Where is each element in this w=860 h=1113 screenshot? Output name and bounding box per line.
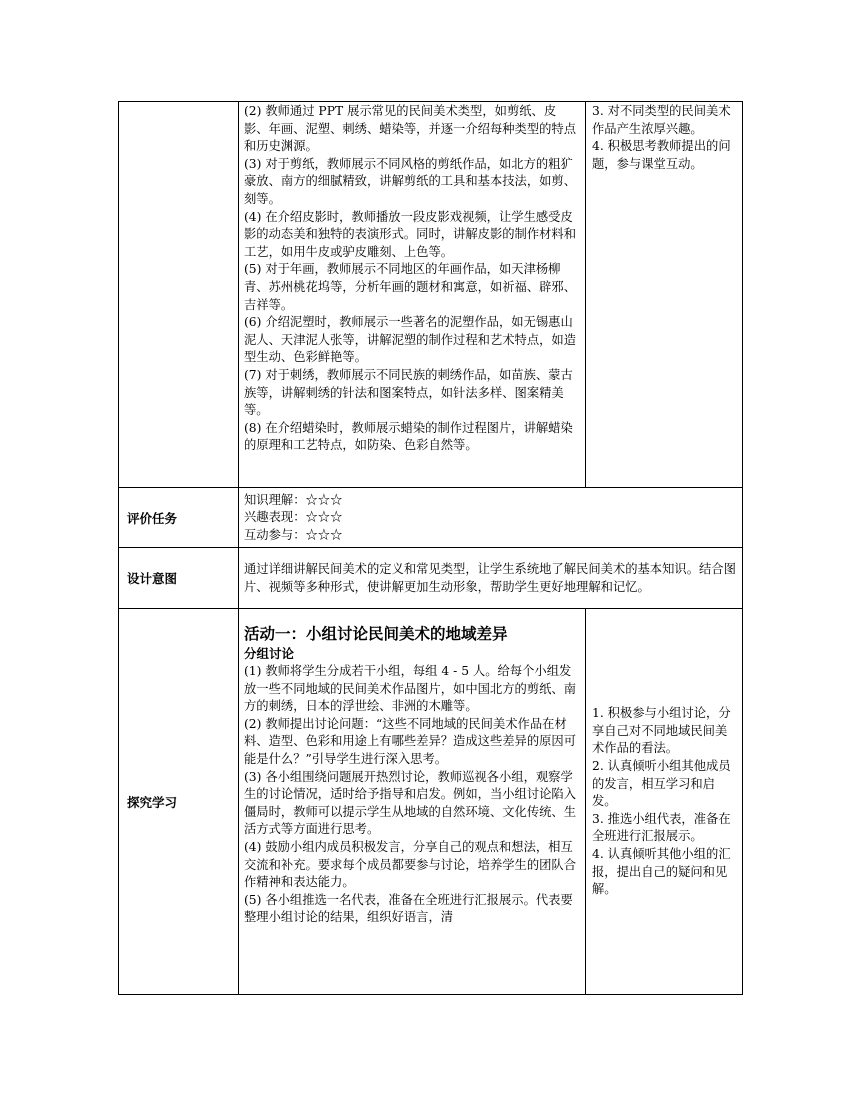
design-intent-label: 设计意图 <box>119 548 239 609</box>
teacher-step: (5) 对于年画，教师展示不同地区的年画作品，如天津杨柳青、苏州桃花坞等，分析年画的题材和寓意，如祈福、辟邪、吉祥等。 <box>244 262 577 312</box>
lesson-plan-table <box>118 101 743 995</box>
student-step: 2. 认真倾听小组其他成员的发言，相互学习和启发。 <box>592 759 731 809</box>
teacher-step: (1) 教师将学生分成若干小组，每组 4 - 5 人。给每个小组发放一些不同地域的民间美术作品图片，如中国北方的剪纸、南方的刺绣，日本的浮世绘、非洲的木雕等。 <box>244 664 577 714</box>
design-intent-cell <box>239 548 743 609</box>
explore-student-cell <box>586 609 743 995</box>
teacher-step: (4) 在介绍皮影时，教师播放一段皮影戏视频，让学生感受皮影的动态美和独特的表演形式。同时，讲解皮影的制作材料和工艺，如用牛皮或驴皮雕刻、上色等。 <box>244 209 577 259</box>
student-step: 3. 推选小组代表，准备在全班进行汇报展示。 <box>592 811 731 844</box>
evaluation-item: 知识理解：☆☆☆ <box>244 492 343 507</box>
teacher-step: (5) 各小组推选一名代表，准备在全班进行汇报展示。代表要整理小组讨论的结果，组织好语言，清 <box>244 892 573 925</box>
teacher-step: (2) 教师提出讨论问题：“这些不同地域的民间美术作品在材料、造型、色彩和用途上有哪些差异？造成这些差异的原因可能是什么？”引导学生进行深入思考。 <box>244 716 577 766</box>
teacher-step: (6) 介绍泥塑时，教师展示一些著名的泥塑作品，如无锡惠山泥人、天津泥人张等，讲解泥塑的制作过程和艺术特点，如造型生动、色彩鲜艳等。 <box>244 315 577 365</box>
explore-label: 探究学习 <box>119 609 239 995</box>
teacher-step: (2) 教师通过 PPT 展示常见的民间美术类型，如剪纸、皮影、年画、泥塑、刺绣、蜡染等，并逐一介绍每种类型的特点和历史渊源。 <box>244 104 577 154</box>
activity-title: 活动一：小组讨论民间美术的地域差异 <box>244 625 508 643</box>
evaluation-row <box>119 488 743 548</box>
teacher-activity-cell <box>239 102 586 488</box>
teacher-step: (4) 鼓励小组内成员积极发言，分享自己的观点和想法，相互交流和补充。要求每个成员都要参与讨论，培养学生的团队合作精神和表达能力。 <box>244 839 577 890</box>
student-step: 4. 认真倾听其他小组的汇报，提出自己的疑问和见解。 <box>592 846 731 897</box>
activity-subtitle: 分组讨论 <box>244 646 295 661</box>
student-step: 3. 对不同类型的民间美术作品产生浓厚兴趣。 <box>592 104 731 136</box>
teacher-step: (3) 各小组围绕问题展开热烈讨论，教师巡视各小组，观察学生的讨论情况，适时给予指导和启发。例如，当小组讨论陷入僵局时，教师可以提示学生从地域的自然环境、文化传统、生活方式等方面进行思考。 <box>244 769 577 837</box>
design-intent-text: 通过详细讲解民间美术的定义和常见类型，让学生系统地了解民间美术的基本知识。结合图片、视频等多种形式，使讲解更加生动形象，帮助学生更好地理解和记忆。 <box>244 561 736 594</box>
design-intent-row <box>119 548 743 609</box>
teaching-process-row <box>119 102 743 488</box>
explore-row <box>119 609 743 995</box>
evaluation-item: 兴趣表现：☆☆☆ <box>244 510 343 525</box>
row-label-empty <box>119 102 239 488</box>
student-activity-cell <box>586 102 743 488</box>
teacher-step: (8) 在介绍蜡染时，教师展示蜡染的制作过程图片，讲解蜡染的原理和工艺特点，如防染、色彩自然等。 <box>244 420 573 453</box>
evaluation-label: 评价任务 <box>119 488 239 548</box>
teacher-step: (7) 对于刺绣，教师展示不同民族的刺绣作品，如苗族、蒙古族等，讲解刺绣的针法和图案特点，如针法多样、图案精美等。 <box>244 367 573 418</box>
student-step: 4. 积极思考教师提出的问题，参与课堂互动。 <box>592 139 731 171</box>
student-step: 1. 积极参与小组讨论，分享自己对不同地域民间美术作品的看法。 <box>592 706 731 756</box>
evaluation-cell <box>239 488 743 548</box>
explore-teacher-cell <box>239 609 586 995</box>
evaluation-item: 互动参与：☆☆☆ <box>244 527 343 542</box>
teacher-step: (3) 对于剪纸，教师展示不同风格的剪纸作品，如北方的粗犷豪放、南方的细腻精致，讲解剪纸的工具和基本技法，如剪、刻等。 <box>244 156 577 206</box>
